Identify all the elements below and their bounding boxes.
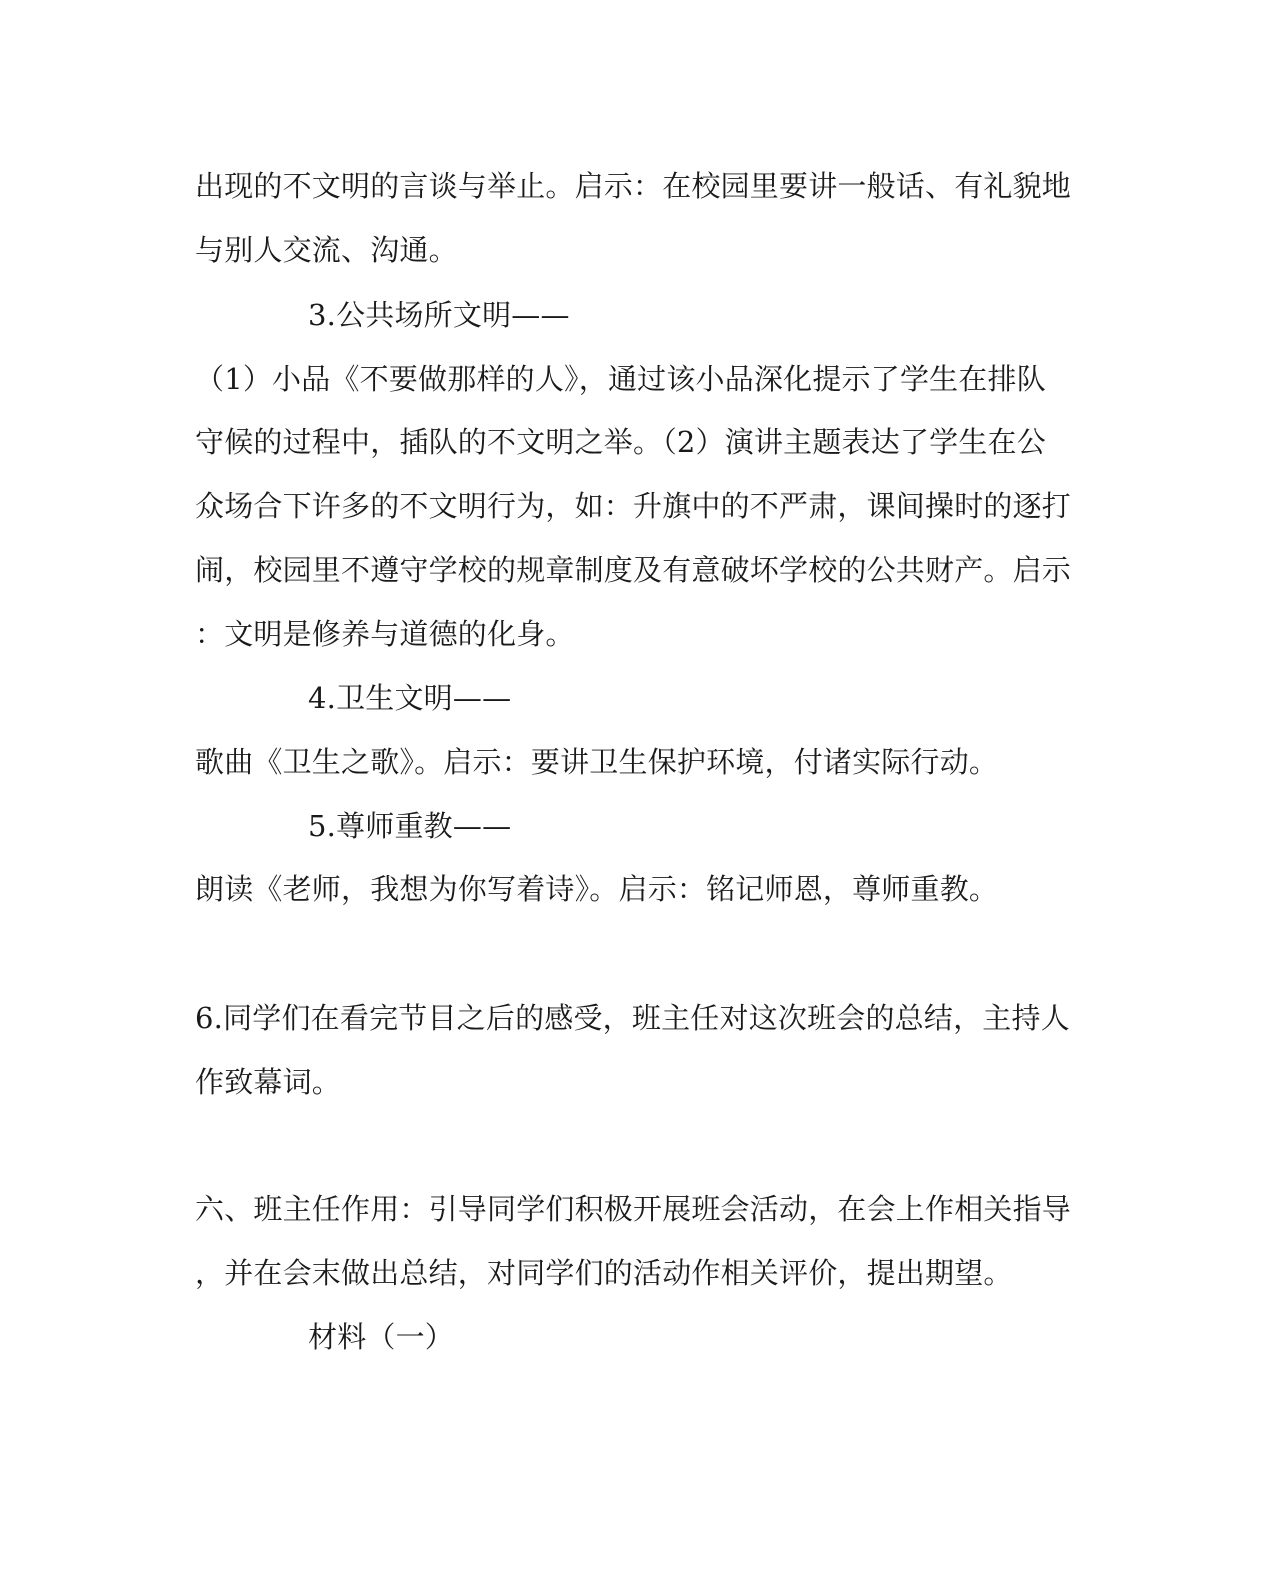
paragraph-line: 出现的不文明的言谈与举止。启示：在校园里要讲一般话、有礼貌地 xyxy=(195,169,1072,203)
paragraph-line: 闹，校园里不遵守学校的规章制度及有意破坏学校的公共财产。启示 xyxy=(195,553,1072,587)
paragraph-line: 歌曲《卫生之歌》。启示：要讲卫生保护环境，付诸实际行动。 xyxy=(195,745,999,779)
section-heading-public-places: 3.公共场所文明—— xyxy=(308,298,570,332)
paragraph-line: 六、班主任作用：引导同学们积极开展班会活动，在会上作相关指导 xyxy=(195,1192,1072,1226)
paragraph-line: 6.同学们在看完节目之后的感受，班主任对这次班会的总结，主持人 xyxy=(195,1001,1070,1035)
paragraph-line: 与别人交流、沟通。 xyxy=(195,233,458,267)
material-heading: 材料（一） xyxy=(308,1320,455,1354)
paragraph-line: ，并在会末做出总结，对同学们的活动作相关评价，提出期望。 xyxy=(195,1256,1013,1290)
paragraph-line: ：文明是修养与道德的化身。 xyxy=(195,617,575,651)
paragraph-line: 守候的过程中，插队的不文明之举。（2）演讲主题表达了学生在公 xyxy=(195,425,1046,459)
paragraph-line: 众场合下许多的不文明行为，如：升旗中的不严肃，课间操时的逐打 xyxy=(195,489,1072,523)
paragraph-line: （1）小品《不要做那样的人》，通过该小品深化提示了学生在排队 xyxy=(195,362,1046,396)
paragraph-line: 朗读《老师，我想为你写着诗》。启示：铭记师恩，尊师重教。 xyxy=(195,872,999,906)
paragraph-line: 作致幕词。 xyxy=(195,1065,342,1099)
section-heading-respect-teachers: 5.尊师重教—— xyxy=(308,809,512,843)
section-heading-hygiene: 4.卫生文明—— xyxy=(308,681,512,715)
